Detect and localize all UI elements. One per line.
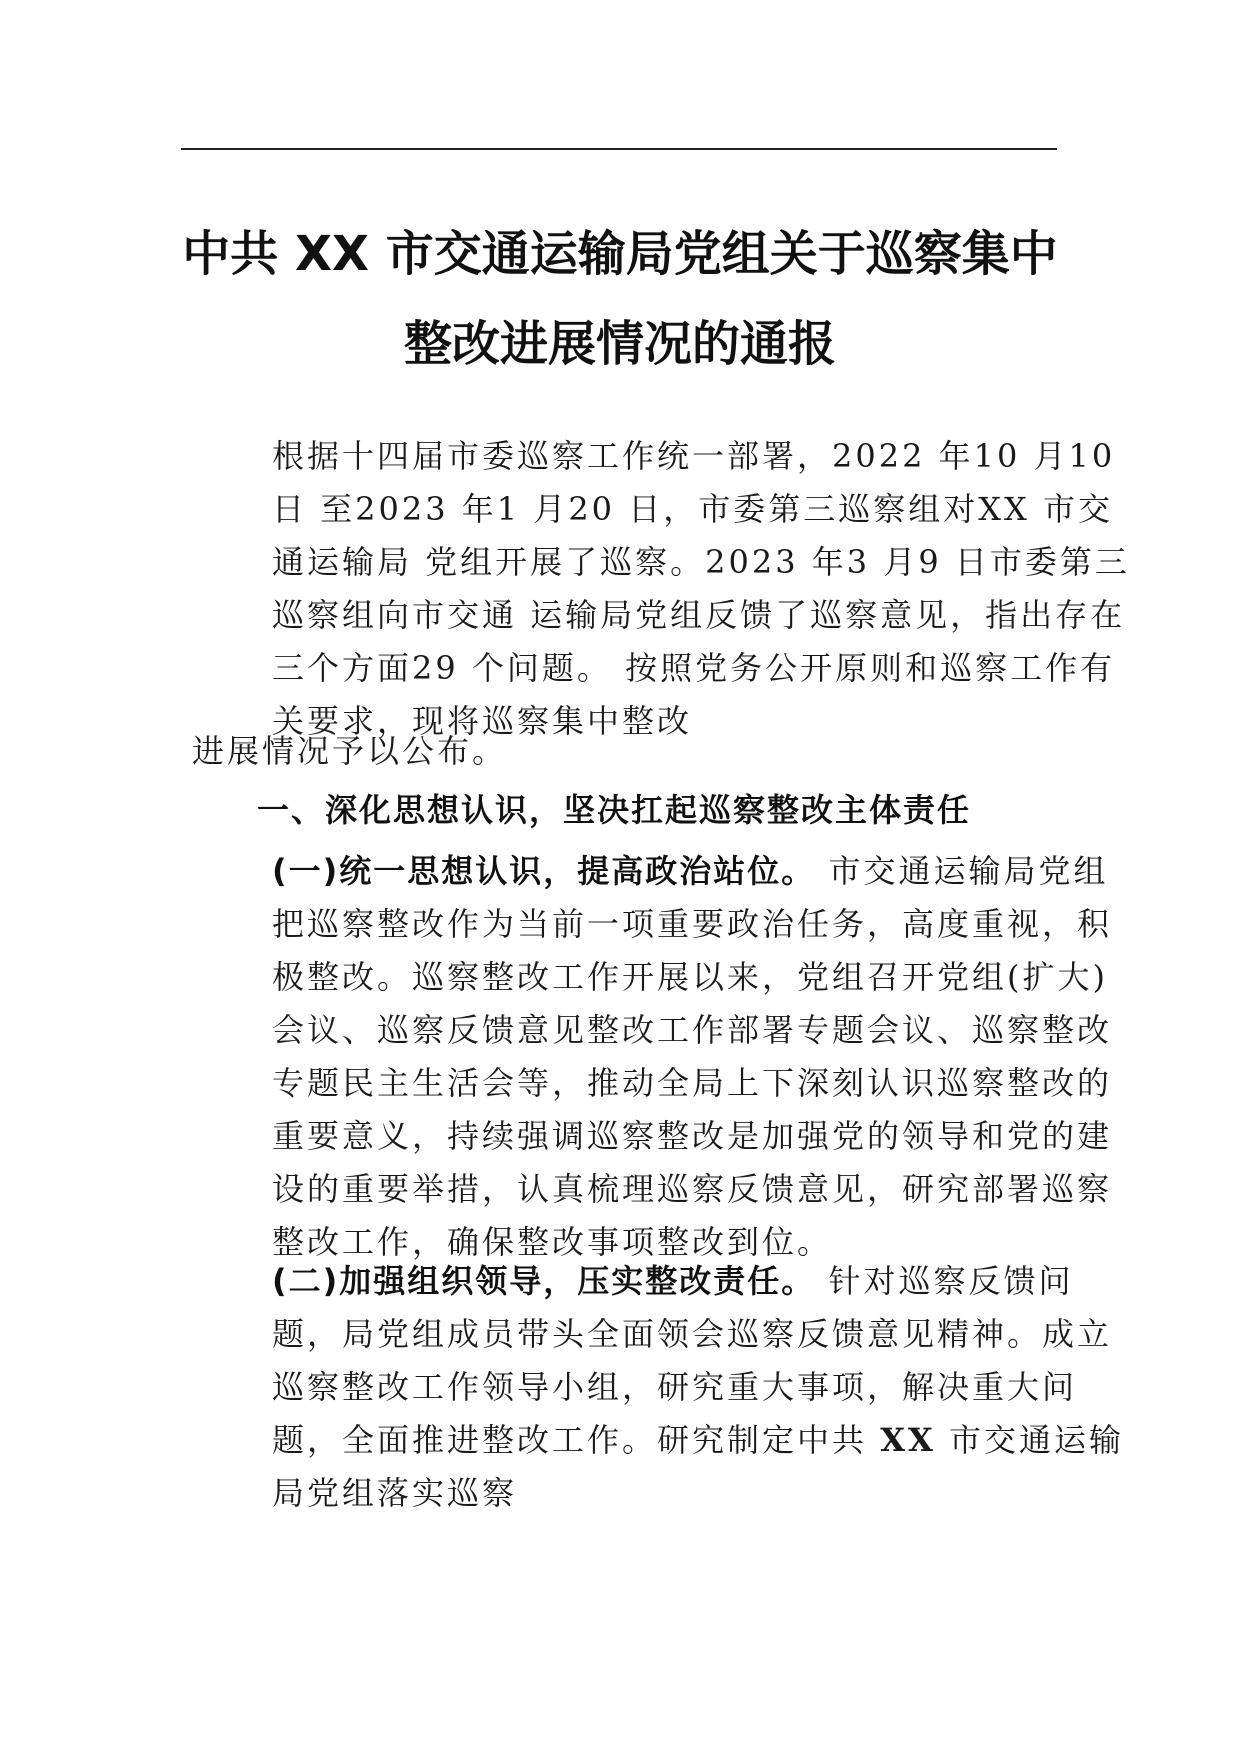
paragraph-1-body: 市交通运输局党组把巡察整改作为当前一项重要政治任务，高度重视，积极整改。巡察整改工作开展以来，党组召开党组(扩大)会议、巡察反馈意见整改工作部署专题会议、巡察整改专题民主生活会等，推动全局上下深刻认识巡察整改的重要意义，持续强调巡察整改是加强党的领导和党的建设的重要举措，认真梳理巡察反馈意见，研究部署巡察整改工作，确保整改事项整改到位。 (272, 852, 1113, 1261)
intro-paragraph: 根据十四届市委巡察工作统一部署，2022 年10 月10 日 至2023 年1 月20 日，市委第三巡察组对XX 市交通运输局 党组开展了巡察。2023 年3 月9 日市委第三巡察组向市交通 运输局党组反馈了巡察意见，指出存在三个方面29 个问题。 按照党务公开原则和巡察工作有关要求，现将巡察集中整改 (272, 437, 1130, 740)
document-title-line-2: 整改进展情况的通报 (403, 316, 836, 372)
paragraph-2-lead: (二)加强组织领导，压实整改责任。 (272, 1262, 816, 1300)
document-title-line-1: 中共 XX 市交通运输局党组关于巡察集中 (182, 226, 1058, 282)
paragraph-2-body-b: 市交通运输局党组落实巡察 (272, 1421, 1125, 1512)
section-1-heading: 一、深化思想认识，坚决扛起巡察整改主体责任 (257, 791, 972, 829)
paragraph-1-lead: (一)统一思想认识，提高政治站位。 (272, 852, 816, 890)
paragraph-2 (192, 1255, 1132, 1520)
intro-paragraph-tail: 进展情况予以公布。 (192, 732, 508, 770)
paragraph-2-body-x: XX (880, 1421, 936, 1459)
paragraph-1 (192, 845, 1132, 1269)
top-rule (181, 148, 1057, 150)
paragraph-2-body-a: 针对巡察反馈问题，局党组成员带头全面领会巡察反馈意见精神。成立巡察整改工作领导小组，研究重大事项，解决重大问题，全面推进整改工作。研究制定中共 (272, 1262, 1113, 1459)
